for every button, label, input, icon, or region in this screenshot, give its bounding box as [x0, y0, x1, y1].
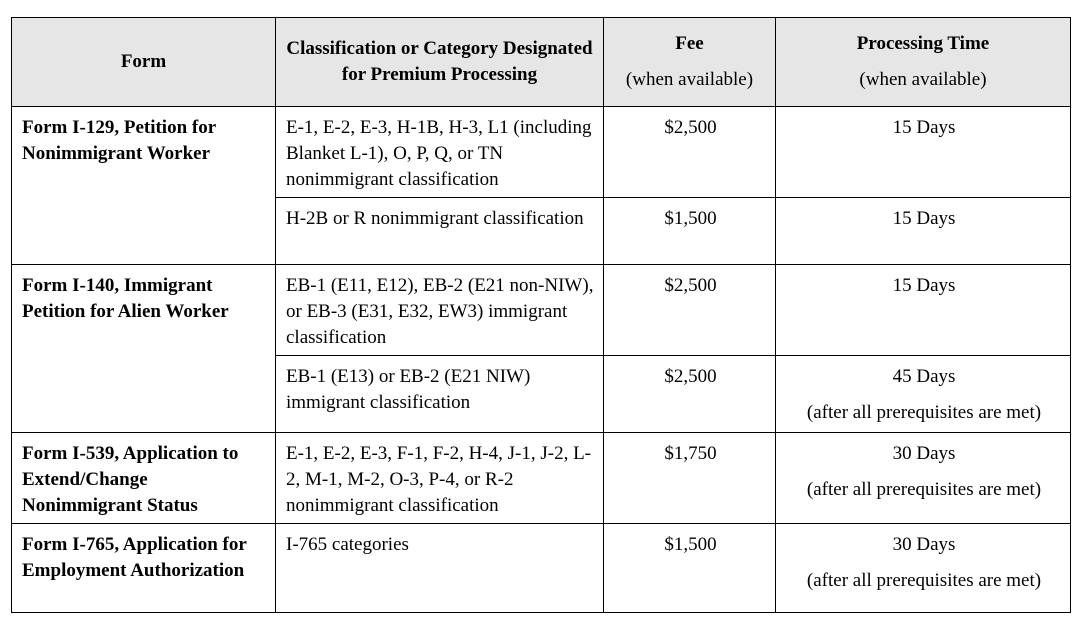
- time-value: 30 Days: [892, 534, 956, 555]
- fee-cell: $2,500: [604, 265, 776, 356]
- header-time: [776, 18, 1071, 107]
- form-cell-i140: Form I-140, Immigrant Petition for Alien Worker: [12, 265, 276, 433]
- time-cell: [776, 433, 1071, 524]
- header-fee-note: (when available): [625, 69, 754, 90]
- fee-cell: $2,500: [604, 356, 776, 433]
- time-cell: [776, 107, 1071, 198]
- table-row: [12, 433, 1071, 524]
- header-row: [12, 18, 1071, 107]
- header-form: [12, 18, 276, 107]
- fee-cell: $1,500: [604, 524, 776, 613]
- header-time-label: Processing Time: [856, 33, 990, 54]
- time-value: 15 Days: [892, 275, 956, 296]
- classification-cell: EB-1 (E11, E12), EB-2 (E21 non-NIW), or EB-3 (E31, E32, EW3) immigrant classification: [276, 265, 604, 356]
- time-value: 15 Days: [892, 208, 956, 229]
- table-body: [12, 107, 1071, 613]
- table-row: [12, 265, 1071, 356]
- header-fee: [604, 18, 776, 107]
- header-fee-label: Fee: [675, 33, 704, 54]
- classification-cell: EB-1 (E13) or EB-2 (E21 NIW) immigrant classification: [276, 356, 604, 433]
- classification-cell: E-1, E-2, E-3, F-1, F-2, H-4, J-1, J-2, L-2, M-1, M-2, O-3, P-4, or R-2 nonimmigrant classification: [276, 433, 604, 524]
- time-note: (after all prerequisites are met): [806, 402, 1042, 423]
- time-cell: [776, 524, 1071, 613]
- time-value: 30 Days: [892, 443, 956, 464]
- premium-processing-table: [11, 17, 1071, 613]
- table-header: [12, 18, 1071, 107]
- header-form-label: Form: [120, 51, 167, 72]
- fee-cell: $1,500: [604, 198, 776, 265]
- table-row: [12, 524, 1071, 613]
- form-cell-i539: Form I-539, Application to Extend/Change Nonimmigrant Status: [12, 433, 276, 524]
- classification-cell: I-765 categories: [276, 524, 604, 613]
- table-row: [12, 107, 1071, 198]
- classification-cell: H-2B or R nonimmigrant classification: [276, 198, 604, 265]
- header-classification: [276, 18, 604, 107]
- time-cell: [776, 356, 1071, 433]
- classification-cell: E-1, E-2, E-3, H-1B, H-3, L1 (including Blanket L-1), O, P, Q, or TN nonimmigrant classification: [276, 107, 604, 198]
- time-cell: [776, 198, 1071, 265]
- fee-cell: $1,750: [604, 433, 776, 524]
- time-cell: [776, 265, 1071, 356]
- form-cell-i765: Form I-765, Application for Employment Authorization: [12, 524, 276, 613]
- time-note: (after all prerequisites are met): [806, 479, 1042, 500]
- time-value: 15 Days: [892, 117, 956, 138]
- time-note: (after all prerequisites are met): [806, 570, 1042, 591]
- header-classification-label: Classification or Category Designated for Premium Processing: [286, 38, 593, 85]
- fee-cell: $2,500: [604, 107, 776, 198]
- form-cell-i129: Form I-129, Petition for Nonimmigrant Worker: [12, 107, 276, 265]
- header-time-note: (when available): [859, 69, 987, 90]
- time-value: 45 Days: [892, 366, 956, 387]
